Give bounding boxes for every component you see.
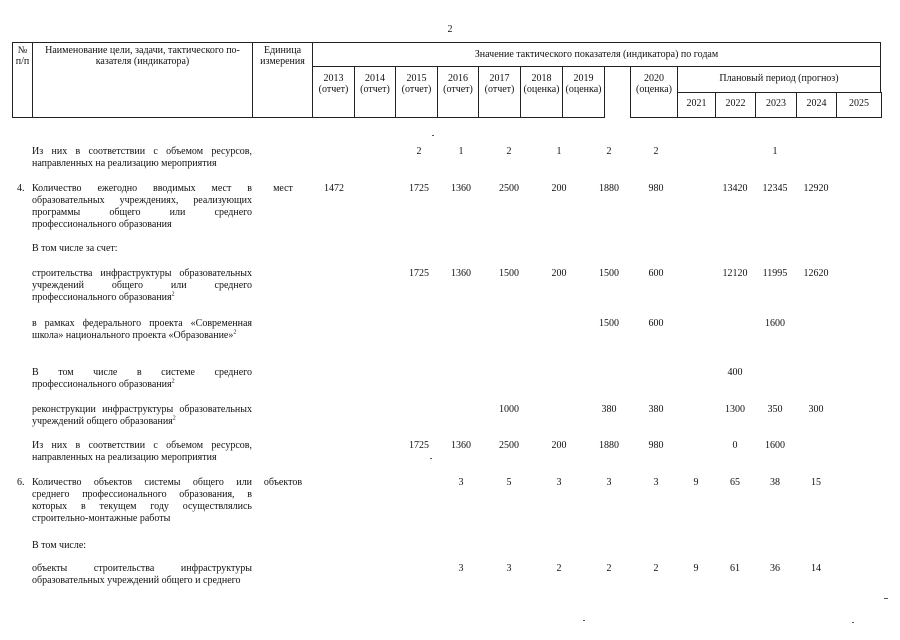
row-text: В том числе за счет: xyxy=(32,243,118,254)
value-cell: 61 xyxy=(730,563,740,574)
value-cell: 13420 xyxy=(722,183,748,194)
row-description xyxy=(32,367,252,391)
value-cell: 2500 xyxy=(499,440,519,451)
year-header-0 xyxy=(312,66,355,118)
year-label: 2014 xyxy=(365,73,385,84)
value-cell: 1360 xyxy=(451,440,471,451)
year-label: 2018 xyxy=(531,73,552,84)
row-description xyxy=(32,440,252,464)
row-text: В том числе: xyxy=(32,540,87,551)
year-label: 2013 xyxy=(323,73,344,84)
year-note: (оценка) xyxy=(636,84,672,95)
value-cell: 1500 xyxy=(599,268,619,279)
value-cell: 11995 xyxy=(762,268,788,279)
row-number: 4. xyxy=(17,183,25,194)
value-cell: 380 xyxy=(648,404,664,415)
year-header-3 xyxy=(437,66,479,118)
value-cell: 980 xyxy=(648,440,664,451)
value-cell: 12120 xyxy=(722,268,748,279)
value-cell: 2 xyxy=(556,563,562,574)
row-number: 6. xyxy=(17,477,25,488)
year-header-5 xyxy=(520,66,563,118)
row-text: Количество ежегодно вводимых мест в образовательных учреждениях, реализующих программы общего или среднего профессионального образования xyxy=(32,183,252,230)
footnote-mark: 2 xyxy=(233,329,237,336)
value-cell: 1600 xyxy=(765,440,785,451)
scan-speck xyxy=(583,620,585,621)
year-note: (отчет) xyxy=(360,84,390,95)
year-header-4 xyxy=(478,66,521,118)
row-text: Количество объектов системы общего или среднего профессионального образования, в которых в текущем году осуществлялись строительно-монтажные работы xyxy=(32,477,252,524)
value-cell: 1360 xyxy=(451,268,471,279)
value-cell: 1300 xyxy=(725,404,745,415)
value-cell: 9 xyxy=(693,563,699,574)
year-note: (оценка) xyxy=(523,84,560,95)
value-cell: 1360 xyxy=(451,183,471,194)
value-cell: 1600 xyxy=(765,318,785,329)
year-label: 2019 xyxy=(573,73,594,84)
value-cell: 12920 xyxy=(803,183,829,194)
value-cell: 2500 xyxy=(499,183,519,194)
value-cell: 1500 xyxy=(599,318,619,329)
row-text: Из них в соответствии с объемом ресурсов, направленных на реализацию мероприятия xyxy=(32,440,252,463)
value-cell: 1880 xyxy=(599,440,619,451)
row-description xyxy=(32,540,252,552)
value-cell: 0 xyxy=(732,440,738,451)
value-cell: 15 xyxy=(811,477,821,488)
scan-speck xyxy=(432,135,434,136)
row-unit: мест xyxy=(273,183,293,194)
year-note: (отчет) xyxy=(401,84,432,95)
value-cell: 1 xyxy=(772,146,778,157)
value-cell: 3 xyxy=(606,477,612,488)
value-cell: 1725 xyxy=(409,183,429,194)
row-text: в рамках федерального проекта «Современная школа» национального проекта «Образование» xyxy=(32,318,252,341)
value-cell: 5 xyxy=(506,477,512,488)
value-cell: 2 xyxy=(653,146,659,157)
year-label: 2016 xyxy=(448,73,468,84)
value-cell: 1500 xyxy=(499,268,519,279)
value-cell: 1000 xyxy=(499,404,519,415)
row-text: строительства инфраструктуры образовательных учреждений общего или среднего профессионального образования xyxy=(32,268,252,303)
scan-speck xyxy=(430,458,432,459)
value-cell: 600 xyxy=(648,268,664,279)
year-note: (отчет) xyxy=(484,84,515,95)
year-label: 2017 xyxy=(489,73,510,84)
row-text: Из них в соответствии с объемом ресурсов, направленных на реализацию мероприятия xyxy=(32,146,252,169)
row-description xyxy=(32,146,252,170)
planned-year-header-2: 2023 xyxy=(755,92,797,118)
value-cell: 2 xyxy=(416,146,422,157)
row-text: объекты строительства инфраструктуры образовательных учреждений общего и среднего xyxy=(32,563,252,586)
value-cell: 1 xyxy=(458,146,464,157)
row-unit: объектов xyxy=(263,477,303,488)
header-unit: Единица измерения xyxy=(252,42,313,118)
value-cell: 9 xyxy=(693,477,699,488)
row-description xyxy=(32,268,252,304)
value-cell: 65 xyxy=(730,477,740,488)
value-cell: 2 xyxy=(653,563,659,574)
footnote-mark: 2 xyxy=(171,378,175,385)
row-description xyxy=(32,477,252,525)
planned-year-header-3: 2024 xyxy=(796,92,837,118)
row-description xyxy=(32,563,252,587)
year-header-6 xyxy=(562,66,605,118)
value-cell: 36 xyxy=(770,563,780,574)
value-cell: 2 xyxy=(506,146,512,157)
scan-speck xyxy=(884,598,888,599)
value-cell: 3 xyxy=(653,477,659,488)
value-cell: 3 xyxy=(458,477,464,488)
value-cell: 200 xyxy=(551,183,567,194)
value-cell: 3 xyxy=(506,563,512,574)
header-name: Наименование цели, задачи, тактического по- казателя (индикатора) xyxy=(32,42,253,118)
value-cell: 980 xyxy=(648,183,664,194)
row-description xyxy=(32,404,252,428)
value-cell: 3 xyxy=(458,563,464,574)
scan-speck xyxy=(852,622,854,623)
year-note: (отчет) xyxy=(443,84,473,95)
row-text: В том числе в системе среднего профессионального образования xyxy=(32,367,252,390)
value-cell: 1472 xyxy=(324,183,344,194)
value-cell: 200 xyxy=(551,268,567,279)
value-cell: 600 xyxy=(648,318,664,329)
row-description xyxy=(32,183,252,231)
year-label: 2020 xyxy=(644,73,664,84)
year-header-2 xyxy=(395,66,438,118)
footnote-mark: 2 xyxy=(171,291,175,298)
value-cell: 300 xyxy=(808,404,824,415)
value-cell: 1 xyxy=(556,146,562,157)
row-description xyxy=(32,318,252,342)
value-cell: 380 xyxy=(601,404,617,415)
value-cell: 1725 xyxy=(409,268,429,279)
value-cell: 12345 xyxy=(762,183,788,194)
value-cell: 1880 xyxy=(599,183,619,194)
value-cell: 12620 xyxy=(803,268,829,279)
value-cell: 400 xyxy=(727,367,743,378)
value-cell: 2 xyxy=(606,146,612,157)
header-planned-title: Плановый период (прогноз) xyxy=(677,66,881,93)
value-cell: 38 xyxy=(770,477,780,488)
header-num: № п/п xyxy=(12,42,33,118)
value-cell: 1725 xyxy=(409,440,429,451)
planned-year-header-0: 2021 xyxy=(677,92,716,118)
year-label: 2015 xyxy=(406,73,427,84)
value-cell: 2 xyxy=(606,563,612,574)
value-cell: 200 xyxy=(551,440,567,451)
year-header-7 xyxy=(630,66,678,118)
planned-year-header-1: 2022 xyxy=(715,92,756,118)
value-cell: 350 xyxy=(767,404,783,415)
year-note: (оценка) xyxy=(565,84,602,95)
year-header-1 xyxy=(354,66,396,118)
value-cell: 14 xyxy=(811,563,821,574)
planned-year-header-4: 2025 xyxy=(836,92,882,118)
footnote-mark: 2 xyxy=(172,415,176,422)
page-number: 2 xyxy=(447,24,453,35)
year-note: (отчет) xyxy=(318,84,349,95)
header-values-title: Значение тактического показателя (индикатора) по годам xyxy=(312,42,881,67)
row-description xyxy=(32,243,252,255)
row-text: реконструкции инфраструктуры образовательных учреждений общего образования xyxy=(32,404,252,427)
value-cell: 3 xyxy=(556,477,562,488)
